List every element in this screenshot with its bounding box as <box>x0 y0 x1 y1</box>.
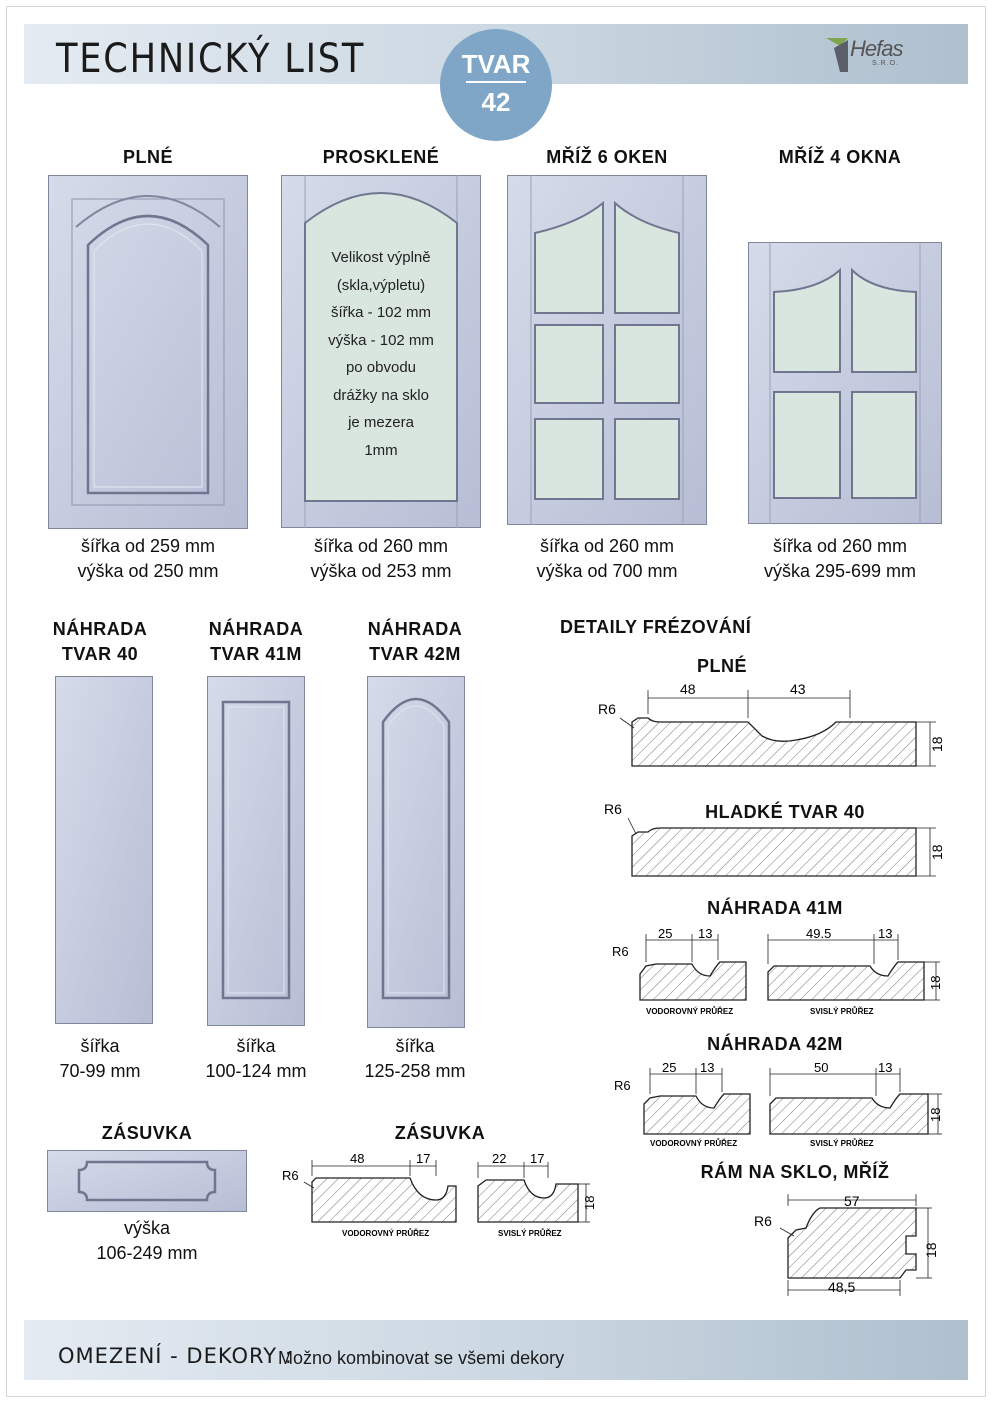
detail-n42-cap-h: VODOROVNÝ PRŮŘEZ <box>650 1139 738 1148</box>
detail-n42-d2: 13 <box>700 1060 715 1075</box>
logo-text: Hefas <box>850 36 903 61</box>
detail-n42-r: R6 <box>614 1078 631 1093</box>
detail-hladke-drawing <box>590 796 950 880</box>
detail-ram-r: R6 <box>754 1213 772 1229</box>
detail-n41-cap-h: VODOROVNÝ PRŮŘEZ <box>646 1007 734 1016</box>
detail-hladke-thick: 18 <box>929 844 945 860</box>
detail-n42-d3: 50 <box>814 1060 829 1075</box>
detail-plne-d1: 48 <box>680 681 696 697</box>
badge-rule <box>466 81 526 83</box>
detail-ram-thick: 18 <box>923 1242 939 1258</box>
detail-plne-r: R6 <box>598 701 616 717</box>
drawer-front <box>47 1150 247 1212</box>
door-dims-mriz6: šířka od 260 mm výška od 700 mm <box>536 536 678 581</box>
detail-ram-top: 57 <box>844 1193 860 1209</box>
glass-note: Velikost výplně (skla,výpletu) šířka - 102 mm výška - 102 mm po obvodu drážky na sklo je mezera 1mm <box>328 249 434 459</box>
door-label-prosklene: PROSKLENÉ <box>322 147 440 167</box>
shape-badge <box>440 29 552 141</box>
panel-tvar-40 <box>55 676 153 1024</box>
detail-plne-drawing <box>590 678 950 774</box>
drawer-profile-cap-v: SVISLÝ PRŮŘEZ <box>498 1229 562 1238</box>
panel-tvar-41m <box>207 676 305 1026</box>
detail-n42-thick: 18 <box>928 1107 943 1122</box>
detail-n42-cap-v: SVISLÝ PRŮŘEZ <box>810 1139 874 1148</box>
door-label-mriz4: MŘÍŽ 4 OKNA <box>778 147 902 167</box>
detail-n41-d2: 13 <box>698 926 713 941</box>
detail-ram-drawing <box>746 1186 946 1302</box>
door-dims-prosklene: šířka od 260 mm výška od 253 mm <box>310 536 452 581</box>
drawer-profile-d3: 22 <box>492 1151 507 1166</box>
drawer-profile-d4: 17 <box>530 1151 545 1166</box>
detail-hladke-r: R6 <box>604 801 622 817</box>
detail-n41-d4: 13 <box>878 926 893 941</box>
detail-n41-cap-v: SVISLÝ PRŮŘEZ <box>810 1007 874 1016</box>
door-label-mriz6: MŘÍŽ 6 OKEN <box>546 147 668 167</box>
detail-n42-d1: 25 <box>662 1060 677 1075</box>
drawer-profile-drawing <box>278 1148 598 1240</box>
detail-n41-d3: 49.5 <box>806 926 832 941</box>
replacement-label-40: NÁHRADA TVAR 40 <box>52 619 148 664</box>
drawer-profile-d1: 48 <box>350 1151 365 1166</box>
details-title: DETAILY FRÉZOVÁNÍ <box>560 617 752 637</box>
detail-n41-thick: 18 <box>928 975 943 990</box>
detail-n42-drawing <box>610 1056 950 1152</box>
footer-label: OMEZENÍ - DEKORY : <box>58 1344 293 1368</box>
door-plne <box>48 175 248 529</box>
page-title: TECHNICKÝ LIST <box>56 36 366 82</box>
detail-plne-thick: 18 <box>929 736 945 752</box>
detail-ram-label: RÁM NA SKLO, MŘÍŽ <box>700 1162 890 1182</box>
drawer-dims: výška 106-249 mm <box>96 1218 198 1263</box>
detail-plne-d2: 43 <box>790 681 806 697</box>
drawer-profile-thick: 18 <box>582 1195 597 1210</box>
logo-subtitle: S.R.O. <box>872 60 900 67</box>
detail-hladke-label: HLADKÉ TVAR 40 <box>705 802 865 822</box>
badge-top: TVAR <box>461 49 531 79</box>
detail-n41-r: R6 <box>612 944 629 959</box>
drawer-profile-cap-h: VODOROVNÝ PRŮŘEZ <box>342 1229 430 1238</box>
detail-n41-drawing <box>606 922 950 1018</box>
detail-n42-d4: 13 <box>878 1060 893 1075</box>
drawer-label: ZÁSUVKA <box>101 1123 193 1143</box>
detail-n41-label: NÁHRADA 41M <box>707 898 843 918</box>
replacement-label-41m: NÁHRADA TVAR 41M <box>208 619 304 664</box>
door-mriz-6 <box>507 175 707 525</box>
drawer-profile-d2: 17 <box>416 1151 431 1166</box>
detail-n42-label: NÁHRADA 42M <box>707 1034 843 1054</box>
replacement-dims-41m: šířka 100-124 mm <box>205 1036 307 1081</box>
detail-ram-bottom: 48,5 <box>828 1279 856 1295</box>
badge-number: 42 <box>481 87 511 117</box>
panel-tvar-42m <box>367 676 465 1028</box>
door-mriz-4 <box>748 242 942 524</box>
detail-plne-label: PLNÉ <box>696 656 747 676</box>
door-label-plne: PLNÉ <box>122 147 173 167</box>
door-dims-plne: šířka od 259 mm výška od 250 mm <box>77 536 219 581</box>
drawer-profile-label: ZÁSUVKA <box>394 1123 486 1143</box>
detail-n41-d1: 25 <box>658 926 673 941</box>
footer-text: Možno kombinovat se všemi dekory <box>278 1348 565 1368</box>
door-dims-mriz4: šířka od 260 mm výška 295-699 mm <box>763 536 917 581</box>
replacement-dims-42m: šířka 125-258 mm <box>364 1036 466 1081</box>
replacement-label-42m: NÁHRADA TVAR 42M <box>367 619 463 664</box>
drawer-profile-r: R6 <box>282 1168 299 1183</box>
replacement-dims-40: šířka 70-99 mm <box>59 1036 141 1081</box>
